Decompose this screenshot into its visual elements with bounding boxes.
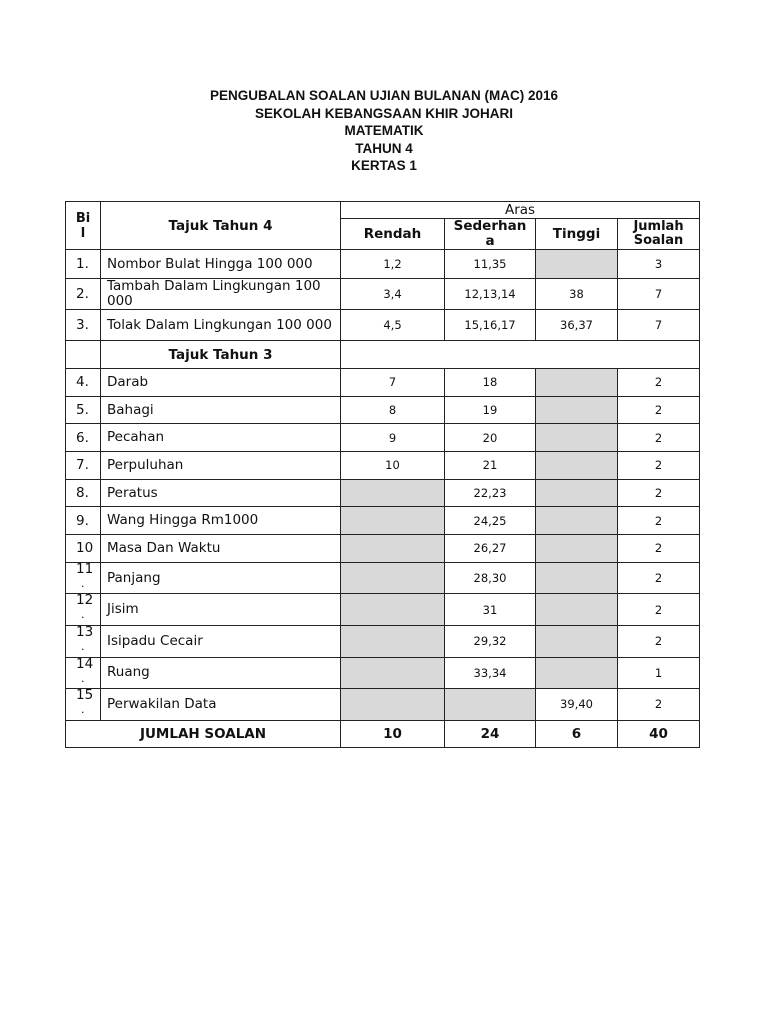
table-row (66, 657, 700, 689)
row-bil-number: 12 (76, 593, 94, 609)
row-bil (66, 626, 101, 658)
table-row (66, 689, 700, 721)
total-sederhana: 24 (445, 720, 536, 747)
section-row-year3 (66, 341, 700, 369)
row-bil: 7. (66, 452, 101, 480)
row-rendah (341, 657, 445, 689)
row-sederhana: 29,32 (445, 626, 536, 658)
total-rendah: 10 (341, 720, 445, 747)
row-rendah (341, 689, 445, 721)
row-bil: 1. (66, 250, 101, 279)
row-bil-dot: . (81, 640, 85, 653)
row-sederhana: 26,27 (445, 535, 536, 563)
row-jumlah: 2 (618, 479, 700, 507)
row-jumlah: 2 (618, 507, 700, 535)
row-topic: Wang Hingga Rm1000 (101, 507, 341, 535)
row-sederhana: 11,35 (445, 250, 536, 279)
table-row (66, 562, 700, 594)
header-sederhana-bottom: a (485, 233, 495, 249)
row-bil-wrap (76, 626, 100, 656)
header-bil-bottom: l (80, 225, 86, 241)
row-sederhana: 12,13,14 (445, 279, 536, 310)
row-bil (66, 657, 101, 689)
row-sederhana: 33,34 (445, 657, 536, 689)
header-topic: Tajuk Tahun 4 (101, 202, 341, 250)
table-row (66, 250, 700, 279)
header-school: SEKOLAH KEBANGSAAN KHIR JOHARI (254, 105, 514, 121)
row-tinggi (536, 479, 618, 507)
row-tinggi: 39,40 (536, 689, 618, 721)
row-tinggi (536, 396, 618, 424)
total-label: JUMLAH SOALAN (66, 720, 341, 747)
row-bil-dot: . (81, 703, 85, 717)
row-sederhana: 19 (445, 396, 536, 424)
table-row (66, 369, 700, 397)
row-tinggi (536, 369, 618, 397)
row-sederhana: 28,30 (445, 562, 536, 594)
header-bil (66, 202, 101, 250)
row-sederhana: 18 (445, 369, 536, 397)
row-rendah (341, 479, 445, 507)
row-bil: 6. (66, 424, 101, 452)
header-subject: MATEMATIK (344, 123, 424, 138)
row-topic: Tambah Dalam Lingkungan 100 000 (101, 279, 341, 310)
row-bil: 10 (66, 535, 101, 563)
row-topic: Isipadu Cecair (101, 626, 341, 658)
row-rendah: 9 (341, 424, 445, 452)
row-bil (66, 594, 101, 626)
row-rendah: 8 (341, 396, 445, 424)
total-row (66, 720, 700, 747)
table-row (66, 479, 700, 507)
row-rendah (341, 626, 445, 658)
header-title: PENGUBALAN SOALAN UJIAN BULANAN (MAC) 2016 (209, 88, 559, 103)
row-topic: Perpuluhan (101, 452, 341, 480)
row-topic: Ruang (101, 657, 341, 689)
row-tinggi (536, 657, 618, 689)
row-sederhana: 22,23 (445, 479, 536, 507)
row-sederhana: 15,16,17 (445, 310, 536, 341)
row-sederhana: 31 (445, 594, 536, 626)
row-rendah (341, 507, 445, 535)
row-tinggi (536, 562, 618, 594)
question-distribution-table (65, 201, 700, 748)
row-topic: Jisim (101, 594, 341, 626)
row-rendah: 3,4 (341, 279, 445, 310)
row-rendah: 10 (341, 452, 445, 480)
section-row-blank-span (341, 341, 700, 369)
row-bil (66, 562, 101, 594)
table-row (66, 507, 700, 535)
row-rendah: 7 (341, 369, 445, 397)
row-bil-dot: . (81, 576, 85, 590)
row-topic: Nombor Bulat Hingga 100 000 (101, 250, 341, 279)
header-jumlah-bottom: Soalan (633, 233, 684, 248)
row-sederhana: 21 (445, 452, 536, 480)
row-topic: Darab (101, 369, 341, 397)
row-tinggi (536, 507, 618, 535)
row-tinggi: 38 (536, 279, 618, 310)
row-jumlah: 2 (618, 369, 700, 397)
row-bil-number: 13 (76, 625, 94, 640)
header-jumlah (618, 219, 700, 250)
row-bil: 4. (66, 369, 101, 397)
row-bil (66, 689, 101, 721)
row-topic: Panjang (101, 562, 341, 594)
row-tinggi (536, 250, 618, 279)
row-rendah (341, 535, 445, 563)
row-sederhana (445, 689, 536, 721)
row-topic: Bahagi (101, 396, 341, 424)
row-bil: 5. (66, 396, 101, 424)
row-bil: 2. (66, 279, 101, 310)
row-bil-dot: . (81, 671, 85, 685)
table-row (66, 452, 700, 480)
total-jumlah: 40 (618, 720, 700, 747)
row-topic: Tolak Dalam Lingkungan 100 000 (101, 310, 341, 341)
row-jumlah: 2 (618, 424, 700, 452)
document-header (0, 87, 768, 175)
row-bil-wrap (76, 658, 100, 688)
row-jumlah: 2 (618, 535, 700, 563)
row-rendah: 4,5 (341, 310, 445, 341)
row-tinggi (536, 594, 618, 626)
header-tinggi: Tinggi (536, 219, 618, 250)
row-topic: Peratus (101, 479, 341, 507)
row-bil: 9. (66, 507, 101, 535)
row-sederhana: 24,25 (445, 507, 536, 535)
header-aras: Aras (341, 202, 700, 219)
row-jumlah: 2 (618, 452, 700, 480)
header-bil-top: Bi (75, 210, 91, 226)
row-jumlah: 2 (618, 689, 700, 721)
row-bil-wrap (76, 594, 100, 624)
row-bil-number: 14 (76, 657, 94, 672)
table-row (66, 310, 700, 341)
row-bil: 8. (66, 479, 101, 507)
row-jumlah: 3 (618, 250, 700, 279)
row-jumlah: 2 (618, 626, 700, 658)
row-tinggi: 36,37 (536, 310, 618, 341)
row-topic: Masa Dan Waktu (101, 535, 341, 563)
row-tinggi (536, 626, 618, 658)
header-paper: KERTAS 1 (351, 158, 417, 173)
row-jumlah: 2 (618, 594, 700, 626)
row-jumlah: 7 (618, 279, 700, 310)
table-header-row (66, 202, 700, 219)
table-row (66, 424, 700, 452)
row-rendah (341, 594, 445, 626)
row-bil-number: 15 (76, 688, 94, 704)
row-topic: Perwakilan Data (101, 689, 341, 721)
table-row (66, 626, 700, 658)
table-row (66, 594, 700, 626)
row-bil-wrap (76, 563, 100, 593)
header-rendah: Rendah (341, 219, 445, 250)
section-row-blank (66, 341, 101, 369)
row-jumlah: 7 (618, 310, 700, 341)
row-topic: Pecahan (101, 424, 341, 452)
row-bil-wrap (76, 689, 100, 719)
row-jumlah: 2 (618, 396, 700, 424)
row-bil-dot: . (81, 608, 85, 622)
total-tinggi: 6 (536, 720, 618, 747)
row-sederhana: 20 (445, 424, 536, 452)
header-sederhana-top: Sederhan (453, 218, 527, 234)
row-rendah (341, 562, 445, 594)
row-jumlah: 1 (618, 657, 700, 689)
section-title-year3: Tajuk Tahun 3 (101, 341, 341, 369)
row-bil-number: 11 (76, 562, 94, 577)
row-jumlah: 2 (618, 562, 700, 594)
table-row (66, 279, 700, 310)
table-row (66, 396, 700, 424)
row-tinggi (536, 535, 618, 563)
row-tinggi (536, 452, 618, 480)
row-tinggi (536, 424, 618, 452)
header-jumlah-top: Jumlah (633, 219, 684, 234)
table-row (66, 535, 700, 563)
row-rendah: 1,2 (341, 250, 445, 279)
header-sederhana (445, 219, 536, 250)
header-year: TAHUN 4 (355, 140, 413, 156)
row-bil: 3. (66, 310, 101, 341)
